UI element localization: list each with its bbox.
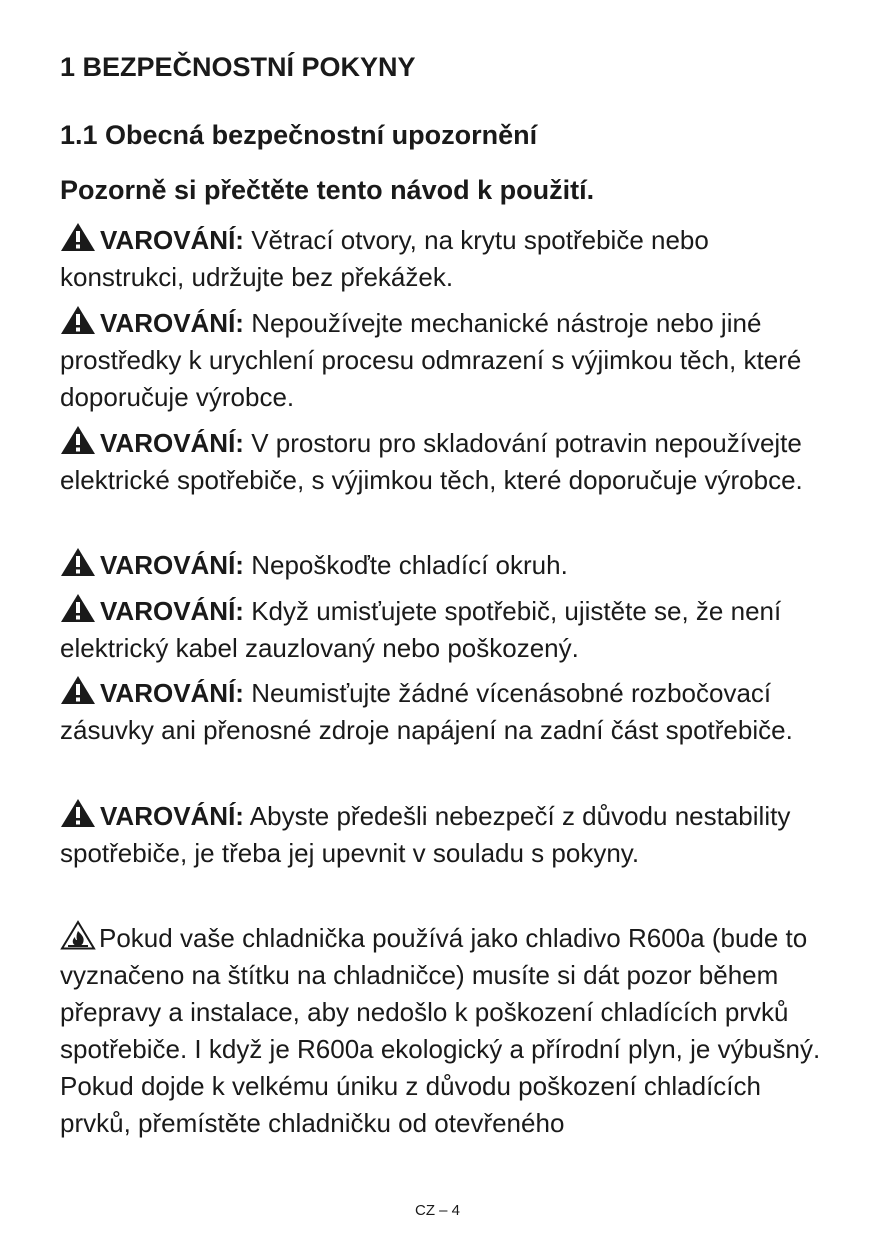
warning-paragraph	[60, 222, 830, 296]
warning-text: Neumisťujte žádné vícenásobné rozbočovací zásuvky ani přenosné zdroje napájení na zadní část spotřebiče.	[60, 678, 793, 745]
warning-label: VAROVÁNÍ:	[100, 225, 244, 255]
warning-label: VAROVÁNÍ:	[100, 428, 244, 458]
warning-text: Nepoškoďte chladící okruh.	[251, 550, 568, 580]
warning-triangle-icon	[60, 798, 96, 828]
warning-triangle-icon	[60, 593, 96, 623]
intro-text: Pozorně si přečtěte tento návod k použití.	[60, 175, 595, 205]
warning-text: Když umisťujete spotřebič, ujistěte se, že není elektrický kabel zauzlovaný nebo poškozený.	[60, 596, 782, 663]
warning-label: VAROVÁNÍ:	[100, 596, 244, 626]
warning-paragraph	[60, 547, 830, 584]
flammable-note-text: Pokud vaše chladnička používá jako chladivo R600a (bude to vyznačeno na štítku na chladničce) musíte si dát pozor během přepravy a instalace, aby nedošlo k poškození chladících prvků spotřebiče. I když je R600a ekologický a přírodní plyn, je výbušný. Pokud dojde k velkému úniku z důvodu poškození chladících prvků, přemístěte chladničku od otevřeného	[60, 923, 821, 1138]
subsection-heading: 1.1 Obecná bezpečnostní upozornění	[60, 120, 538, 150]
page-number: CZ – 4	[414, 1202, 460, 1219]
warning-triangle-icon	[60, 547, 96, 577]
warning-triangle-icon	[60, 222, 96, 252]
flammable-note-paragraph	[60, 920, 830, 1142]
warning-paragraph	[60, 305, 830, 416]
flammable-warning-icon	[60, 920, 96, 950]
section-heading: 1 BEZPEČNOSTNÍ POKYNY	[60, 52, 416, 82]
warning-paragraph	[60, 425, 830, 499]
warning-paragraph	[60, 675, 830, 749]
warning-triangle-icon	[60, 425, 96, 455]
warning-text: Nepoužívejte mechanické nástroje nebo jiné prostředky k urychlení procesu odmrazení s výjimkou těch, které doporučuje výrobce.	[60, 308, 802, 412]
warning-label: VAROVÁNÍ:	[100, 678, 244, 708]
warning-paragraph	[60, 798, 830, 872]
warning-triangle-icon	[60, 305, 96, 335]
warning-label: VAROVÁNÍ:	[100, 308, 244, 338]
warning-text: Abyste předešli nebezpečí z důvodu nestability spotřebiče, je třeba jej upevnit v souladu s pokyny.	[60, 801, 791, 868]
warning-text: V prostoru pro skladování potravin nepoužívejte elektrické spotřebiče, s výjimkou těch, které doporučuje výrobce.	[60, 428, 803, 495]
warning-text: Větrací otvory, na krytu spotřebiče nebo konstrukci, udržujte bez překážek.	[60, 225, 709, 292]
warning-label: VAROVÁNÍ:	[100, 801, 244, 831]
warning-paragraph	[60, 593, 830, 667]
warning-label: VAROVÁNÍ:	[100, 550, 244, 580]
warning-triangle-icon	[60, 675, 96, 705]
